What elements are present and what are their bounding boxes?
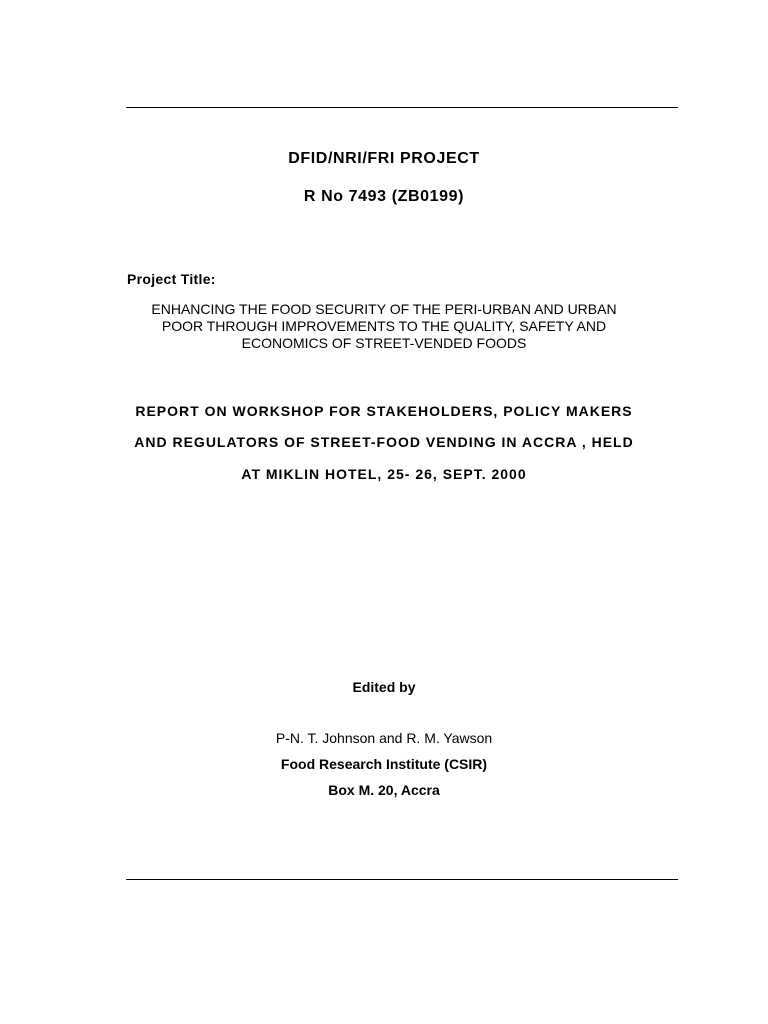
project-title-label: Project Title: — [127, 271, 216, 287]
project-reference: R No 7493 (ZB0199) — [303, 188, 465, 205]
editor-names: P-N. T. Johnson and R. M. Yawson — [275, 730, 493, 746]
project-title-line: ENHANCING THE FOOD SECURITY OF THE PERI-URBAN AND URBAN — [151, 301, 617, 317]
project-title-line: ECONOMICS OF STREET-VENDED FOODS — [241, 335, 527, 351]
project-header: DFID/NRI/FRI PROJECT — [288, 150, 480, 167]
top-divider — [126, 107, 678, 108]
institute-address: Box M. 20, Accra — [328, 782, 440, 798]
report-title-line: AND REGULATORS OF STREET-FOOD VENDING IN ACCRA , HELD — [134, 434, 634, 450]
report-title-line: REPORT ON WORKSHOP FOR STAKEHOLDERS, POLICY MAKERS — [135, 403, 633, 419]
report-title-line: AT MIKLIN HOTEL, 25- 26, SEPT. 2000 — [241, 466, 527, 482]
project-title-line: POOR THROUGH IMPROVEMENTS TO THE QUALITY, SAFETY AND — [161, 318, 607, 334]
bottom-divider — [126, 879, 678, 880]
institute-name: Food Research Institute (CSIR) — [280, 756, 488, 772]
edited-by-label: Edited by — [352, 679, 416, 695]
